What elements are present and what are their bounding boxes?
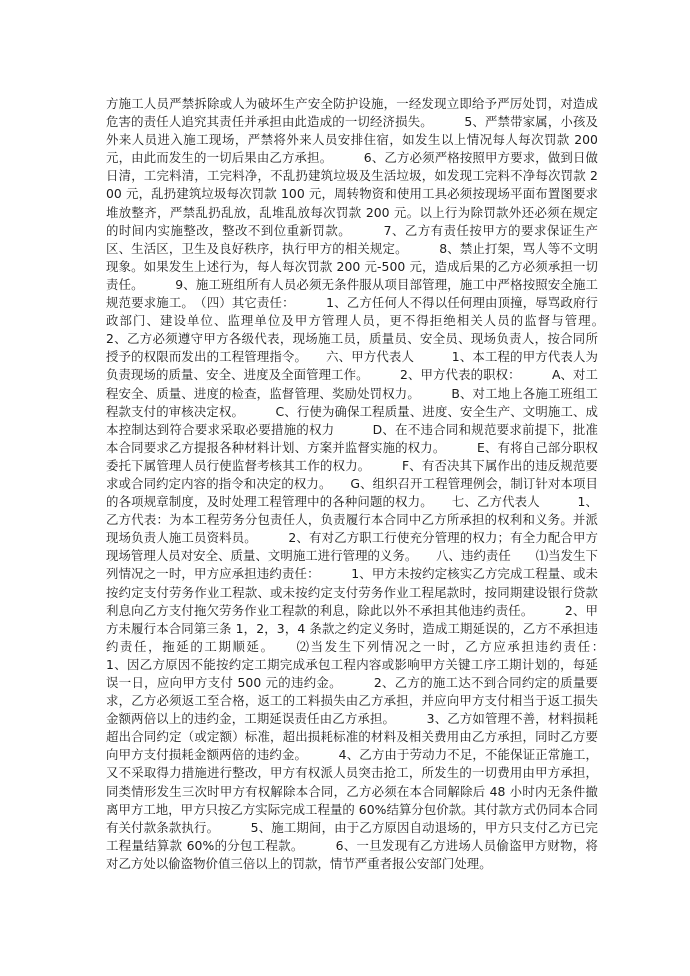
document-page	[106, 95, 636, 873]
contract-body-text: 方施工人员严禁拆除或人为破坏生产安全防护设施，一经发现立即给予严厉处罚，对造成危害的责任人追究其责任并承担由此造成的一切经济损失。 5、严禁带家属，小孩及外来人员进入施工现场，严禁将外来人员安排住宿，如发生以上情况每人每次罚款 200 元，由此而发生的一切后果由乙方承担。 6、乙方必须严格按照甲方要求，做到日做日清，工完料清，工完料净，不乱扔建筑垃圾及生活垃圾，如发现工完料不净每次罚款 200 元，乱扔建筑垃圾每次罚款 100 元，周转物资和使用工具必须按现场平面布置图要求堆放整齐，严禁乱扔乱放，乱堆乱放每次罚款 200 元。以上行为除罚款外还必须在规定的时间内实施整改，整改不到位重新罚款。 7、乙方有责任按甲方的要求保证生产区、生活区，卫生及良好秩序，执行甲方的相关规定。 8、禁止打架，骂人等不文明现象。如果发生上述行为，每人每次罚款 200 元-500 元，造成后果的乙方必须承担一切责任。 9、施工班组所有人员必须无条件服从项目部管理，施工中严格按照安全施工规范要求施工。 （四）其它责任： 1、乙方任何人不得以任何理由顶撞，辱骂政府行政部门、建设单位、监理单位及甲方管理人员，更不得拒绝相关人员的监督与管理。 2、乙方必须遵守甲方各级代表，现场施工员，质量员、安全员、现场负责人，按合同所授予的权限而发出的工程管理指令。 六、甲方代表人 1、本工程的甲方代表人为负责现场的质量、安全、进度及全面管理工作。 2、甲方代表的职权： A、对工程安全、质量、进度的检查，监督管理、奖励处罚权力。 B、对工地上各施工班组工程款支付的审核决定权。 C、行使为确保工程质量、进度、安全生产、文明施工、成本控制达到符合要求采取必要措施的权力 D、在不违合同和规范要求前提下，批准本合同要求乙方提报各种材料计划、方案并监督实施的权力。 E、有将自己部分职权委托下属管理人员行使监督考核其工作的权力。 F、有否决其下属作出的违反规范要求或合同约定内容的指令和决定的权力。 G、组织召开工程管理例会，制订针对本项目的各项规章制度，及时处理工程管理中的各种问题的权力。 七、乙方代表人 1、乙方代表：为本工程劳务分包责任人，负责履行本合同中乙方所承担的权利和义务。并派现场负责人施工员资料员。 2、有对乙方职工行使充分管理的权力；有全力配合甲方现场管理人员对安全、质量、文明施工进行管理的义务。 八、违约责任 ⑴当发生下列情况之一时，甲方应承担违约责任： 1、甲方未按约定核实乙方完成工程量、或未按约定支付劳务作业工程款、或未按约定支付劳务作业工程尾款时，按同期建设银行贷款利息向乙方支付拖欠劳务作业工程款的利息，除此以外不承担其他违约责任。 2、甲方未履行本合同第三条 1，2，3，4 条款之约定义务时，造成工期延误的，乙方不承担违约责任，拖延的工期顺延。 ⑵当发生下列情况之一时，乙方应承担违约责任： 1、因乙方原因不能按约定工期完成承包工程内容或影响甲方关键工序工期计划的，每延误一日，应向甲方支付 500 元的违约金。 2、乙方的施工达不到合同约定的质量要求，乙方必须返工至合格，返工的工料损失由乙方承担，并应向甲方支付相当于返工损失金额两倍以上的违约金，工期延误责任由乙方承担。 3、乙方如管理不善，材料损耗超出合同约定（或定额）标准，超出损耗标准的材料及相关费用由乙方承担，同时乙方要向甲方支付损耗金额两倍的违约金。 4、乙方由于劳动力不足，不能保证正常施工，又不采取得力措施进行整改，甲方有权派人员突击抢工，所发生的一切费用由甲方承担，同类情形发生三次时甲方有权解除本合同，乙方必须在本合同解除后 48 小时内无条件撤离甲方工地，甲方只按乙方实际完成工程量的 60%结算分包价款。其付款方式仍同本合同有关付款条款执行。 5、施工期间，由于乙方原因自动退场的，甲方只支付乙方已完工程量结算款 60%的分包工程款。 6、一旦发现有乙方进场人员偷盗甲方财物，将对乙方处以偷盗物价值三倍以上的罚款，情节严重者报公安部门处理。	[106, 96, 636, 871]
